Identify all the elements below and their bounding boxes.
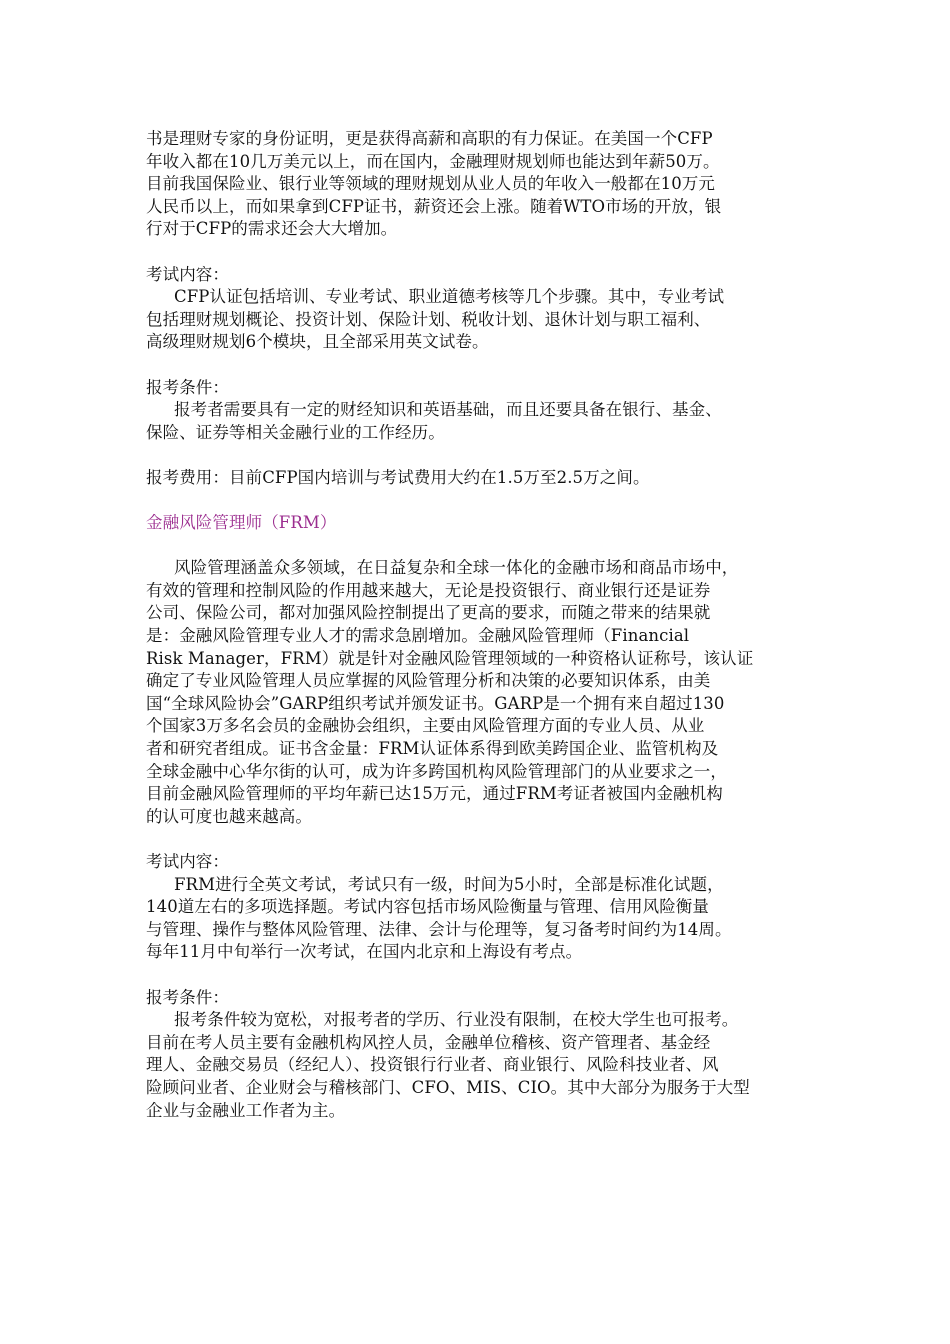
text-line: 年收入都在10几万美元以上，而在国内，金融理财规划师也能达到年薪50万。 bbox=[146, 151, 720, 171]
text-line: 保险、证券等相关金融行业的工作经历。 bbox=[146, 422, 445, 442]
text-line: 140道左右的多项选择题。考试内容包括市场风险衡量与管理、信用风险衡量 bbox=[146, 897, 709, 917]
text-line: 有效的管理和控制风险的作用越来越大，无论是投资银行、商业银行还是证券 bbox=[146, 580, 711, 600]
section-title: 报考条件： bbox=[146, 377, 229, 397]
text-line: 企业与金融业工作者为主。 bbox=[146, 1100, 346, 1120]
text-line: CFP认证包括培训、专业考试、职业道德考核等几个步骤。其中，专业考试 bbox=[174, 287, 725, 307]
text-line: 与管理、操作与整体风险管理、法律、会计与伦理等，复习备考时间约为14周。 bbox=[146, 919, 732, 939]
text-line: 高级理财规划6个模块，且全部采用英文试卷。 bbox=[146, 332, 489, 352]
frm-intro-paragraph bbox=[146, 557, 826, 828]
text-line: FRM进行全英文考试，考试只有一级，时间为5小时，全部是标准化试题， bbox=[174, 874, 724, 894]
cfp-requirements-section bbox=[146, 377, 826, 445]
text-line: 目前在考人员主要有金融机构风控人员，金融单位稽核、资产管理者、基金经 bbox=[146, 1032, 711, 1052]
text-line: Risk Manager，FRM）就是针对金融风险管理领域的一种资格认证称号，该认证 bbox=[146, 648, 754, 668]
frm-exam-section bbox=[146, 851, 826, 964]
text-line: 目前我国保险业、银行业等领域的理财规划从业人员的年收入一般都在10万元 bbox=[146, 174, 715, 194]
text-line: 报考者需要具有一定的财经知识和英语基础，而且还要具备在银行、基金、 bbox=[174, 400, 722, 420]
text-line: 报考条件较为宽松，对报考者的学历、行业没有限制，在校大学生也可报考。 bbox=[174, 1010, 739, 1030]
text-line: 每年11月中旬举行一次考试，在国内北京和上海设有考点。 bbox=[146, 942, 583, 962]
text-line: 风险管理涵盖众多领域，在日益复杂和全球一体化的金融市场和商品市场中， bbox=[174, 558, 739, 578]
text-line: 者和研究者组成。证书含金量：FRM认证体系得到欧美跨国企业、监管机构及 bbox=[146, 739, 719, 759]
cfp-fee-line: 报考费用：目前CFP国内培训与考试费用大约在1.5万至2.5万之间。 bbox=[146, 467, 650, 487]
text-line: 公司、保险公司，都对加强风险控制提出了更高的要求，而随之带来的结果就 bbox=[146, 603, 711, 623]
text-line: 全球金融中心华尔街的认可，成为许多跨国机构风险管理部门的从业要求之一， bbox=[146, 761, 727, 781]
frm-requirements-section bbox=[146, 987, 826, 1123]
document-page bbox=[146, 128, 826, 1122]
section-title: 考试内容： bbox=[146, 852, 229, 871]
text-line: 个国家3万多名会员的金融协会组织，主要由风险管理方面的专业人员、从业 bbox=[146, 716, 705, 736]
text-line: 包括理财规划概论、投资计划、保险计划、税收计划、退休计划与职工福利、 bbox=[146, 309, 711, 329]
section-title: 考试内容： bbox=[146, 264, 229, 284]
text-line: 书是理财专家的身份证明，更是获得高薪和高职的有力保证。在美国一个CFP bbox=[146, 129, 713, 148]
text-line: 险顾问业者、企业财会与稽核部门、CFO、MIS、CIO。其中大部分为服务于大型 bbox=[146, 1077, 750, 1097]
text-line: 目前金融风险管理师的平均年薪已达15万元，通过FRM考证者被国内金融机构 bbox=[146, 784, 723, 804]
text-line: 行对于CFP的需求还会大大增加。 bbox=[146, 219, 398, 239]
text-line: 国“全球风险协会”GARP组织考试并颁发证书。GARP是一个拥有来自超过130 bbox=[146, 693, 725, 713]
text-line: 的认可度也越来越高。 bbox=[146, 806, 312, 826]
text-line: 是：金融风险管理专业人才的需求急剧增加。金融风险管理师（Financial bbox=[146, 626, 690, 646]
text-line: 人民币以上，而如果拿到CFP证书，薪资还会上涨。随着WTO市场的开放，银 bbox=[146, 196, 722, 216]
frm-heading: 金融风险管理师（FRM） bbox=[146, 513, 337, 533]
cfp-intro-paragraph bbox=[146, 128, 826, 241]
section-title: 报考条件： bbox=[146, 987, 229, 1007]
cfp-exam-section bbox=[146, 264, 826, 354]
text-line: 理人、金融交易员（经纪人）、投资银行行业者、商业银行、风险科技业者、风 bbox=[146, 1055, 719, 1075]
text-line: 确定了专业风险管理人员应掌握的风险管理分析和决策的必要知识体系，由美 bbox=[146, 671, 711, 691]
